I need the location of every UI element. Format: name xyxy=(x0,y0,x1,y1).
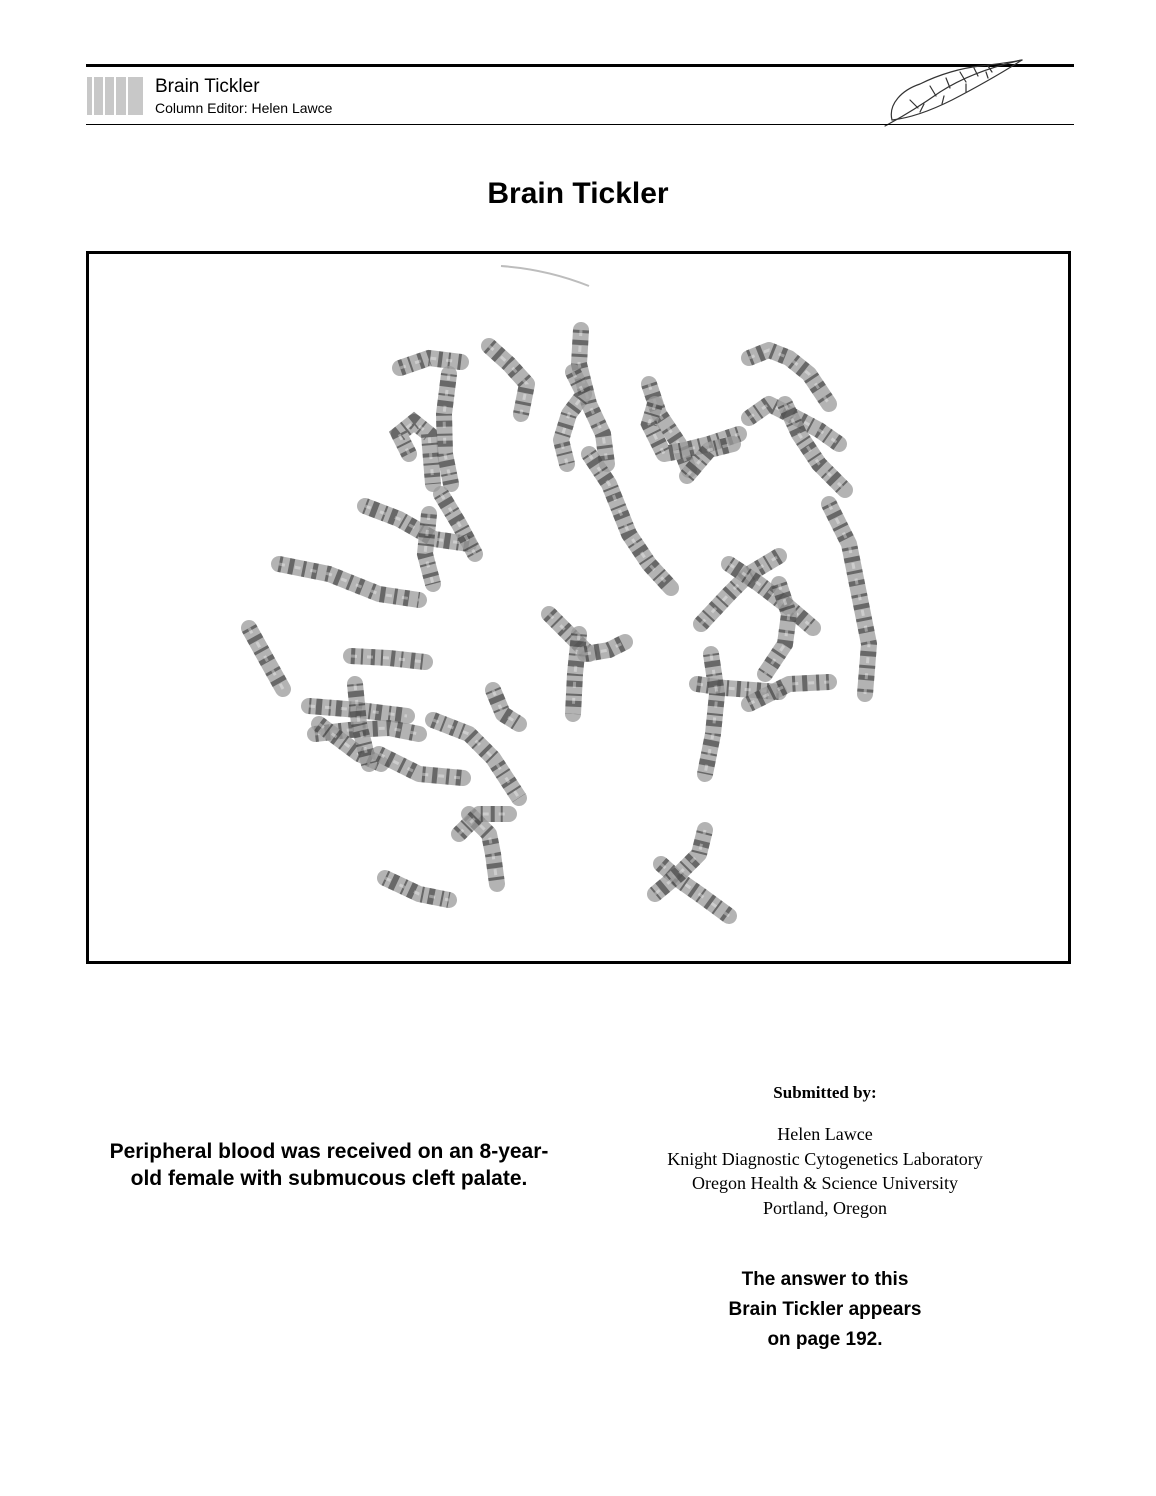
feather-quill-icon xyxy=(880,56,1030,130)
answer-line-1: The answer to this xyxy=(741,1269,909,1290)
chromosome-20 xyxy=(385,878,449,900)
chromosome-3 xyxy=(489,346,527,414)
chromosome-2 xyxy=(444,374,451,484)
chromosome-10 xyxy=(351,656,425,662)
chromosome-17 xyxy=(493,690,519,724)
header-stripes-icon xyxy=(87,77,143,115)
column-title: Brain Tickler xyxy=(155,76,260,97)
chromosome-22 xyxy=(561,372,584,464)
submitted-by-heading: Submitted by: xyxy=(773,1083,877,1102)
karyotype-figure xyxy=(86,251,1071,964)
submitter-institution: Oregon Health & Science University xyxy=(692,1173,958,1193)
chromosome-33 xyxy=(829,504,869,694)
chromosome-16 xyxy=(433,720,519,798)
chromosome-1 xyxy=(400,358,461,368)
chromosome-27 xyxy=(585,642,625,654)
header-bottom-rule xyxy=(86,124,1074,125)
submitter-location: Portland, Oregon xyxy=(763,1197,887,1218)
chromosome-30 xyxy=(749,350,829,404)
chromosome-38 xyxy=(705,654,717,774)
chromosome-15 xyxy=(379,754,463,778)
chromosome-spread-image xyxy=(89,254,1068,961)
chromosome-35 xyxy=(729,564,813,628)
chromosome-6 xyxy=(279,564,419,600)
submitter-name: Helen Lawce xyxy=(777,1124,873,1144)
debris-fiber xyxy=(501,266,589,286)
submitter-info xyxy=(625,1122,1025,1220)
answer-line-3: on page 192. xyxy=(767,1329,883,1350)
submitter-lab: Knight Diagnostic Cytogenetics Laboratory xyxy=(667,1148,983,1169)
answer-note xyxy=(625,1265,1025,1355)
chromosome-26 xyxy=(573,634,579,714)
chromosome-9 xyxy=(249,628,283,689)
page-title: Brain Tickler xyxy=(487,177,669,210)
column-editor: Column Editor: Helen Lawce xyxy=(155,100,333,116)
answer-line-2: Brain Tickler appears xyxy=(728,1299,922,1320)
chromosome-7 xyxy=(425,514,433,584)
case-description: Peripheral blood was received on an 8-year-old female with submucous cleft palate. xyxy=(109,1140,549,1190)
chromosome-23 xyxy=(589,454,671,588)
chromosome-4 xyxy=(399,422,433,484)
